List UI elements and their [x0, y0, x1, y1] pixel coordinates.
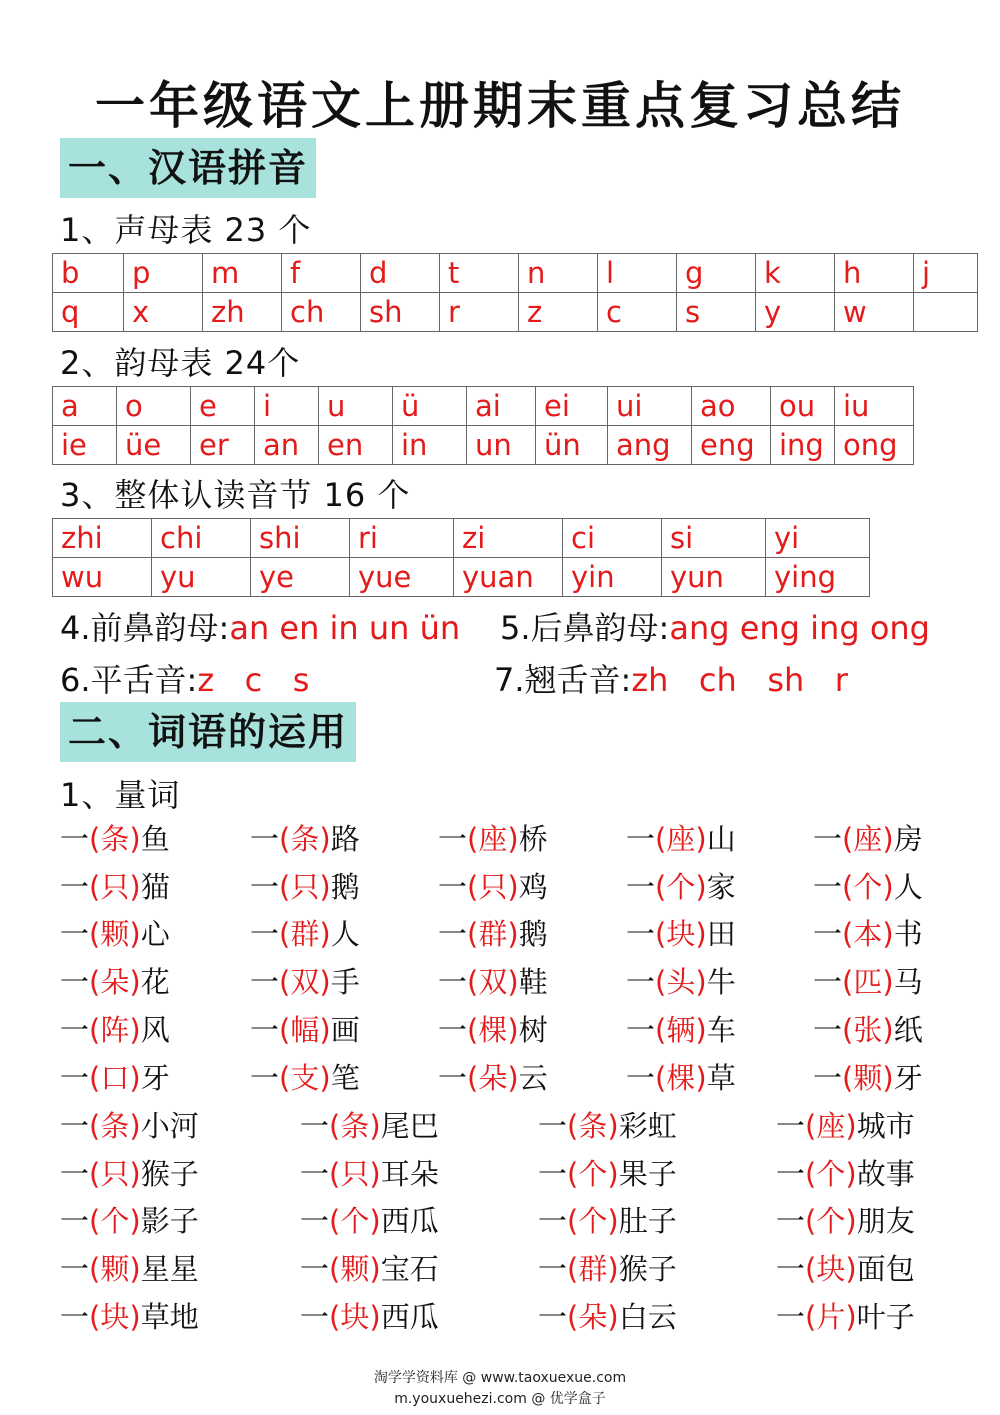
- measure-word-item: 一(只)鹅: [250, 869, 360, 904]
- pinyin-cell: si: [662, 519, 766, 558]
- pinyin-cell: yun: [662, 558, 766, 597]
- noun: 房: [893, 822, 923, 856]
- noun: 马: [893, 965, 923, 1000]
- pinyin-cell: un: [467, 426, 536, 465]
- noun: 云: [518, 1060, 548, 1095]
- noun: 鱼: [140, 822, 170, 856]
- noun: 西瓜: [380, 1299, 439, 1334]
- measure-word-row: [60, 1102, 940, 1150]
- measure-word-row: [60, 815, 940, 863]
- measure-word-item: 一(头)牛: [626, 965, 736, 1000]
- measure-word-row: [60, 1293, 940, 1341]
- measure-word: 头: [666, 965, 696, 1000]
- pinyin-cell: er: [191, 426, 255, 465]
- pinyin-cell: yi: [766, 519, 870, 558]
- measure-word-item: 一(块)西瓜: [300, 1299, 439, 1334]
- measure-word-item: 一(群)猴子: [538, 1252, 677, 1287]
- noun: 花: [140, 965, 170, 1000]
- pinyin-cell: sh: [361, 293, 440, 332]
- pinyin-cell: n: [519, 254, 598, 293]
- measure-word-row: [60, 1006, 940, 1054]
- noun: 鹅: [330, 869, 360, 904]
- measure-word-item: 一(颗)牙: [813, 1060, 923, 1095]
- pinyin-cell: i: [255, 387, 319, 426]
- retroflex-line: [494, 655, 848, 701]
- noun: 耳朵: [380, 1156, 439, 1191]
- pinyin-cell: h: [835, 254, 914, 293]
- measure-word: 个: [666, 869, 696, 904]
- measure-word-item: 一(口)牙: [60, 1060, 170, 1095]
- back-nasal-value: ang eng ing ong: [669, 609, 930, 647]
- pinyin-cell: ing: [771, 426, 835, 465]
- pinyin-cell: ie: [53, 426, 117, 465]
- flat-tongue-line: [60, 655, 309, 701]
- pinyin-cell: zh: [203, 293, 282, 332]
- measure-word: 双: [290, 965, 320, 1000]
- measure-word: 颗: [100, 917, 130, 952]
- measure-word-item: 一(只)猴子: [60, 1156, 199, 1191]
- measure-word: 本: [853, 917, 883, 952]
- section-heading-words: 二、词语的运用: [60, 702, 356, 762]
- syllables-table: [52, 518, 870, 597]
- measure-word-item: 一(朵)云: [438, 1060, 548, 1095]
- measure-word: 朵: [578, 1299, 608, 1334]
- front-nasal-value: an en in un ün: [229, 609, 461, 647]
- measure-word-row: [60, 1197, 940, 1245]
- table-row: [53, 387, 914, 426]
- noun: 人: [330, 917, 360, 952]
- table-row: [53, 519, 870, 558]
- measure-word-item: 一(阵)风: [60, 1012, 170, 1047]
- pinyin-cell: ci: [563, 519, 662, 558]
- measure-word: 个: [853, 869, 883, 904]
- measure-word-item: 一(个)肚子: [538, 1204, 677, 1239]
- noun: 心: [140, 917, 170, 952]
- measure-word: 座: [816, 1109, 846, 1143]
- measure-word-item: 一(条)尾巴: [300, 1109, 439, 1143]
- measure-word: 座: [853, 822, 883, 856]
- pinyin-cell: ai: [467, 387, 536, 426]
- measure-word-item: 一(幅)画: [250, 1012, 360, 1047]
- pinyin-cell: f: [282, 254, 361, 293]
- measure-word: 群: [478, 917, 508, 952]
- pinyin-cell: yue: [350, 558, 454, 597]
- measure-word: 块: [100, 1299, 130, 1334]
- pinyin-cell: x: [124, 293, 203, 332]
- measure-word-item: 一(座)房: [813, 822, 923, 856]
- measure-word-item: 一(块)田: [626, 917, 736, 952]
- noun: 西瓜: [380, 1204, 439, 1239]
- flat-tongue-label: 6.平舌音:: [60, 661, 198, 699]
- noun: 小河: [140, 1109, 199, 1143]
- retroflex-label: 7.翘舌音:: [494, 661, 632, 699]
- measure-word-item: 一(群)人: [250, 917, 360, 952]
- noun: 面包: [856, 1252, 915, 1287]
- noun: 果子: [618, 1156, 677, 1191]
- measure-word: 颗: [100, 1252, 130, 1287]
- measure-word-item: 一(朵)花: [60, 965, 170, 1000]
- measure-word: 阵: [100, 1012, 130, 1047]
- pinyin-cell: e: [191, 387, 255, 426]
- front-nasal-line: [60, 603, 460, 649]
- noun: 车: [706, 1012, 736, 1047]
- pinyin-cell: ye: [251, 558, 350, 597]
- noun: 猴子: [618, 1252, 677, 1287]
- measure-word-item: 一(个)西瓜: [300, 1204, 439, 1239]
- measure-word-row: [60, 958, 940, 1006]
- measure-word-item: 一(只)鸡: [438, 869, 548, 904]
- pinyin-cell: b: [53, 254, 124, 293]
- pinyin-cell: ü: [393, 387, 467, 426]
- noun: 星星: [140, 1252, 199, 1287]
- measure-word-item: 一(只)耳朵: [300, 1156, 439, 1191]
- pinyin-cell: j: [914, 254, 978, 293]
- noun: 猴子: [140, 1156, 199, 1191]
- noun: 朋友: [856, 1204, 915, 1239]
- measure-word: 只: [100, 869, 130, 904]
- syllables-title: 3、整体认读音节 16 个: [60, 476, 411, 514]
- measure-word-item: 一(块)草地: [60, 1299, 199, 1334]
- pinyin-cell: u: [319, 387, 393, 426]
- measure-word: 条: [100, 822, 130, 856]
- measure-word-item: 一(条)彩虹: [538, 1109, 677, 1143]
- pinyin-cell: ui: [608, 387, 692, 426]
- noun: 叶子: [856, 1299, 915, 1334]
- measure-word: 棵: [478, 1012, 508, 1047]
- retroflex-value: zh ch sh r: [631, 661, 848, 699]
- noun: 城市: [856, 1109, 915, 1143]
- measure-word-item: 一(座)桥: [438, 822, 548, 856]
- pinyin-cell: zi: [454, 519, 563, 558]
- measure-word-item: 一(个)果子: [538, 1156, 677, 1191]
- pinyin-cell: ao: [692, 387, 771, 426]
- measure-word-item: 一(条)鱼: [60, 822, 170, 856]
- measure-word: 颗: [853, 1060, 883, 1095]
- pinyin-cell: in: [393, 426, 467, 465]
- noun: 白云: [618, 1299, 677, 1334]
- noun: 影子: [140, 1204, 199, 1239]
- pinyin-cell: m: [203, 254, 282, 293]
- measure-word: 双: [478, 965, 508, 1000]
- measure-word: 块: [340, 1299, 370, 1334]
- footer-line-1: 淘学学资料库 @ www.taoxuexue.com: [373, 1370, 627, 1386]
- measure-word: 支: [290, 1060, 320, 1095]
- finals-table: [52, 386, 914, 465]
- front-nasal-label: 4.前鼻韵母:: [60, 609, 230, 647]
- pinyin-cell: ri: [350, 519, 454, 558]
- table-row: [53, 254, 978, 293]
- measure-word: 个: [816, 1156, 846, 1191]
- measure-word-item: 一(双)鞋: [438, 965, 548, 1000]
- footer-line-2: m.youxuehezi.com @ 优学盒子: [394, 1391, 606, 1407]
- noun: 纸: [893, 1012, 923, 1047]
- noun: 书: [893, 917, 923, 952]
- measure-word-row: [60, 910, 940, 958]
- measure-word: 张: [853, 1012, 883, 1047]
- measure-word: 个: [816, 1204, 846, 1239]
- pinyin-cell: üe: [117, 426, 191, 465]
- noun: 牙: [140, 1060, 170, 1095]
- measure-word: 匹: [853, 965, 883, 1000]
- pinyin-cell: z: [519, 293, 598, 332]
- noun: 尾巴: [380, 1109, 439, 1143]
- measure-word: 颗: [340, 1252, 370, 1287]
- measure-word-item: 一(颗)心: [60, 917, 170, 952]
- noun: 故事: [856, 1156, 915, 1191]
- pinyin-cell: chi: [152, 519, 251, 558]
- measure-word: 条: [100, 1109, 130, 1143]
- measure-word: 条: [340, 1109, 370, 1143]
- measure-word: 片: [816, 1299, 846, 1334]
- noun: 鹅: [518, 917, 548, 952]
- table-row: [53, 558, 870, 597]
- measure-word-item: 一(只)猫: [60, 869, 170, 904]
- noun: 画: [330, 1012, 360, 1047]
- back-nasal-line: [500, 603, 930, 649]
- measure-word-item: 一(个)人: [813, 869, 923, 904]
- measure-word: 座: [478, 822, 508, 856]
- pinyin-cell: ou: [771, 387, 835, 426]
- measure-word: 只: [478, 869, 508, 904]
- pinyin-cell: y: [756, 293, 835, 332]
- pinyin-cell: r: [440, 293, 519, 332]
- measure-word-item: 一(朵)白云: [538, 1299, 677, 1334]
- pinyin-cell: yuan: [454, 558, 563, 597]
- pinyin-cell: a: [53, 387, 117, 426]
- measure-word-item: 一(匹)马: [813, 965, 923, 1000]
- noun: 牙: [893, 1060, 923, 1095]
- pinyin-cell: ch: [282, 293, 361, 332]
- initials-table: [52, 253, 978, 332]
- measure-word: 只: [290, 869, 320, 904]
- measure-word: 口: [100, 1060, 130, 1095]
- noun: 风: [140, 1012, 170, 1047]
- measure-word: 条: [578, 1109, 608, 1143]
- pinyin-cell: yin: [563, 558, 662, 597]
- measure-word-item: 一(片)叶子: [776, 1299, 915, 1334]
- noun: 鞋: [518, 965, 548, 1000]
- measure-word: 群: [578, 1252, 608, 1287]
- measure-word-item: 一(棵)草: [626, 1060, 736, 1095]
- table-row: [53, 426, 914, 465]
- table-row: [53, 293, 978, 332]
- measure-word-row: [60, 863, 940, 911]
- pinyin-cell: [914, 293, 978, 332]
- measure-word-item: 一(座)山: [626, 822, 736, 856]
- pinyin-cell: shi: [251, 519, 350, 558]
- noun: 人: [893, 869, 923, 904]
- pinyin-cell: l: [598, 254, 677, 293]
- measure-word: 棵: [666, 1060, 696, 1095]
- section-heading-pinyin: 一、汉语拼音: [60, 138, 316, 198]
- pinyin-cell: d: [361, 254, 440, 293]
- measure-word: 只: [340, 1156, 370, 1191]
- measure-word-item: 一(辆)车: [626, 1012, 736, 1047]
- pinyin-cell: ün: [536, 426, 608, 465]
- measure-word-row: [60, 1054, 940, 1102]
- measure-word: 个: [100, 1204, 130, 1239]
- measure-word: 朵: [478, 1060, 508, 1095]
- pinyin-cell: iu: [835, 387, 914, 426]
- noun: 草地: [140, 1299, 199, 1334]
- pinyin-cell: eng: [692, 426, 771, 465]
- measure-word-item: 一(双)手: [250, 965, 360, 1000]
- pinyin-cell: k: [756, 254, 835, 293]
- measure-word-item: 一(个)影子: [60, 1204, 199, 1239]
- noun: 鸡: [518, 869, 548, 904]
- measure-word-item: 一(条)路: [250, 822, 360, 856]
- flat-tongue-value: z c s: [197, 661, 310, 699]
- noun: 宝石: [380, 1252, 439, 1287]
- pinyin-cell: yu: [152, 558, 251, 597]
- measure-word: 只: [100, 1156, 130, 1191]
- measure-word: 块: [816, 1252, 846, 1287]
- measure-word: 朵: [100, 965, 130, 1000]
- noun: 山: [706, 822, 736, 856]
- pinyin-cell: an: [255, 426, 319, 465]
- finals-title: 2、韵母表 24个: [60, 344, 301, 382]
- measure-word-item: 一(张)纸: [813, 1012, 923, 1047]
- measure-word-item: 一(座)城市: [776, 1109, 915, 1143]
- measure-word-row: [60, 1245, 940, 1293]
- noun: 家: [706, 869, 736, 904]
- pinyin-cell: zhi: [53, 519, 152, 558]
- measure-word-item: 一(个)朋友: [776, 1204, 915, 1239]
- measure-word: 个: [578, 1204, 608, 1239]
- measure-word-item: 一(颗)星星: [60, 1252, 199, 1287]
- measure-word: 座: [666, 822, 696, 856]
- measure-word-item: 一(块)面包: [776, 1252, 915, 1287]
- pinyin-cell: p: [124, 254, 203, 293]
- pinyin-cell: c: [598, 293, 677, 332]
- noun: 桥: [518, 822, 548, 856]
- noun: 牛: [706, 965, 736, 1000]
- pinyin-cell: g: [677, 254, 756, 293]
- noun: 手: [330, 965, 360, 1000]
- measure-word-item: 一(个)家: [626, 869, 736, 904]
- pinyin-cell: t: [440, 254, 519, 293]
- noun: 树: [518, 1012, 548, 1047]
- pinyin-cell: q: [53, 293, 124, 332]
- noun: 路: [330, 822, 360, 856]
- back-nasal-label: 5.后鼻韵母:: [500, 609, 670, 647]
- measure-word: 条: [290, 822, 320, 856]
- pinyin-cell: w: [835, 293, 914, 332]
- pinyin-cell: ei: [536, 387, 608, 426]
- pinyin-cell: s: [677, 293, 756, 332]
- pinyin-cell: o: [117, 387, 191, 426]
- measure-word: 幅: [290, 1012, 320, 1047]
- measure-word-item: 一(本)书: [813, 917, 923, 952]
- measure-word-item: 一(群)鹅: [438, 917, 548, 952]
- pinyin-cell: wu: [53, 558, 152, 597]
- initials-title: 1、声母表 23 个: [60, 211, 312, 249]
- measure-word-item: 一(颗)宝石: [300, 1252, 439, 1287]
- measure-word: 群: [290, 917, 320, 952]
- measure-word: 个: [578, 1156, 608, 1191]
- noun: 肚子: [618, 1204, 677, 1239]
- measure-words-title: 1、量词: [60, 776, 181, 814]
- noun: 彩虹: [618, 1109, 677, 1143]
- noun: 草: [706, 1060, 736, 1095]
- measure-word: 辆: [666, 1012, 696, 1047]
- measure-word-item: 一(条)小河: [60, 1109, 199, 1143]
- measure-word-item: 一(支)笔: [250, 1060, 360, 1095]
- noun: 田: [706, 917, 736, 952]
- pinyin-cell: ang: [608, 426, 692, 465]
- pinyin-cell: en: [319, 426, 393, 465]
- measure-word: 个: [340, 1204, 370, 1239]
- page-title: 一年级语文上册期末重点复习总结: [95, 77, 905, 135]
- measure-word-item: 一(棵)树: [438, 1012, 548, 1047]
- measure-word-item: 一(个)故事: [776, 1156, 915, 1191]
- measure-word: 块: [666, 917, 696, 952]
- noun: 笔: [330, 1060, 360, 1095]
- measure-word-row: [60, 1150, 940, 1198]
- pinyin-cell: ong: [835, 426, 914, 465]
- pinyin-cell: ying: [766, 558, 870, 597]
- noun: 猫: [140, 869, 170, 904]
